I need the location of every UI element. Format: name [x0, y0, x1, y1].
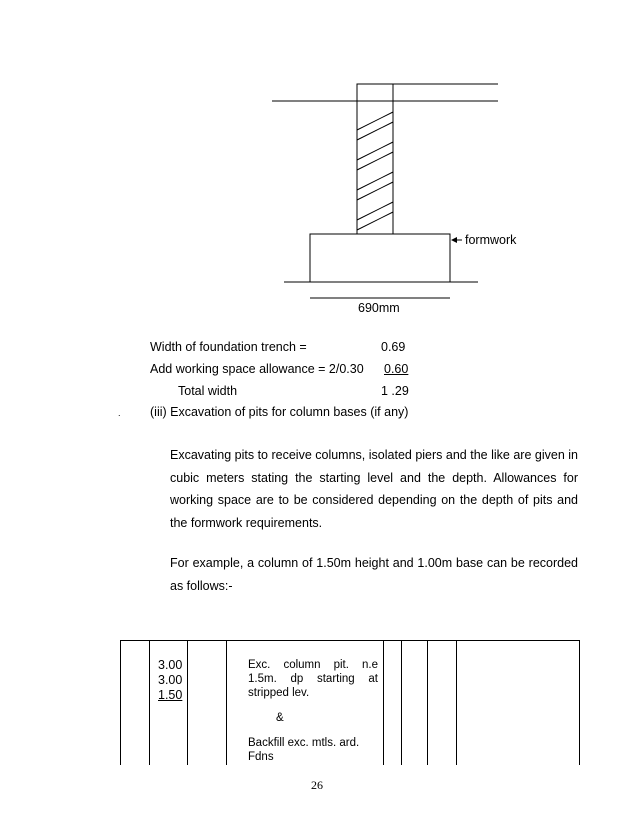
- formwork-arrow-head: [451, 237, 457, 243]
- table-divider: [149, 641, 150, 765]
- calc-row2-label: Add working space allowance = 2/0.30: [150, 362, 364, 376]
- calc-row3-value: 1 .29: [381, 384, 409, 398]
- calc-row1-label: Width of foundation trench =: [150, 340, 307, 354]
- section-heading: (iii) Excavation of pits for column bases (if any): [150, 405, 409, 419]
- calc-row2-value: 0.60: [384, 362, 409, 376]
- table-divider: [456, 641, 457, 765]
- table-divider: [427, 641, 428, 765]
- ampersand: &: [276, 712, 284, 724]
- paragraph-excavating-pits: Excavating pits to receive columns, isolated piers and the like are given in cubic meters stating the starting level and the depth. Allowances for working space are to be considered depending on the depth of pits and the formwork requirements.: [170, 448, 578, 530]
- dimension-paper-table: [120, 640, 580, 765]
- page-number: 26: [311, 778, 323, 792]
- table-divider: [401, 641, 402, 765]
- section-marker: .: [118, 408, 121, 418]
- quantity-2: 3.00: [158, 673, 183, 687]
- dimension-label: 690mm: [358, 301, 400, 315]
- paragraph-example: For example, a column of 1.50m height and 1.00m base can be recorded as follows:-: [170, 556, 578, 593]
- foundation-diagram: [0, 0, 638, 320]
- table-divider: [187, 641, 188, 765]
- wall-hatching: [357, 112, 393, 230]
- item-description-backfill: Backfill exc. mtls. ard. Fdns: [248, 737, 360, 763]
- item-description: Exc. column pit. n.e 1.5m. dp starting at stripped lev.: [248, 659, 378, 699]
- formwork-label: formwork: [465, 233, 517, 247]
- footing: [310, 234, 450, 282]
- quantity-1: 3.00: [158, 658, 183, 672]
- calc-row3-label: Total width: [178, 384, 238, 398]
- table-divider: [226, 641, 227, 765]
- calc-row1-value: 0.69: [381, 340, 406, 354]
- table-divider: [383, 641, 384, 765]
- quantity-3: 1.50: [158, 688, 183, 702]
